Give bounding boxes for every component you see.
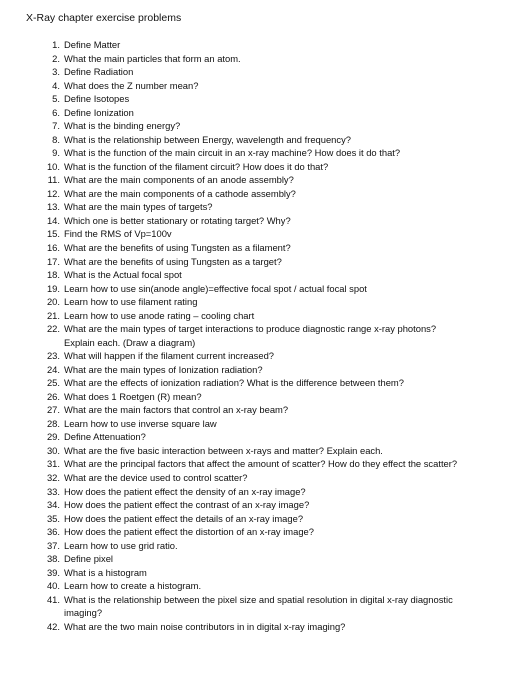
question-number: 34. bbox=[46, 499, 60, 511]
question-text: What is the binding energy? bbox=[64, 120, 181, 132]
question-item bbox=[0, 133, 508, 147]
question-number: 11. bbox=[47, 174, 60, 186]
question-text: What are the benefits of using Tungsten as a filament? bbox=[64, 241, 291, 253]
question-item bbox=[0, 430, 508, 444]
question-item bbox=[0, 200, 508, 214]
question-number: 17. bbox=[46, 255, 60, 267]
question-number: 29. bbox=[46, 431, 60, 443]
question-text: What are the benefits of using Tungsten as a target? bbox=[64, 255, 282, 267]
question-item bbox=[0, 485, 508, 499]
question-number: 13. bbox=[46, 201, 60, 213]
question-item bbox=[0, 363, 508, 377]
question-number: 37. bbox=[46, 539, 60, 551]
question-number: 21. bbox=[46, 309, 60, 321]
question-item bbox=[0, 498, 508, 512]
question-item bbox=[0, 214, 508, 228]
question-text: How does the patient effect the contrast of an x-ray image? bbox=[64, 499, 310, 511]
question-item bbox=[0, 322, 508, 349]
question-number: 24. bbox=[46, 363, 60, 375]
question-text: What is the function of the main circuit in an x-ray machine? How does it do that? bbox=[64, 147, 401, 159]
question-number: 8. bbox=[52, 133, 60, 145]
question-item bbox=[0, 552, 508, 566]
question-number: 10. bbox=[46, 160, 60, 172]
question-item bbox=[0, 525, 508, 539]
question-number: 2. bbox=[52, 52, 60, 64]
question-text: What are the main types of target interactions to produce diagnostic range x-ray photons? Explain each. (Draw a diagram) bbox=[64, 323, 437, 348]
question-text: What are the device used to control scatter? bbox=[64, 472, 248, 483]
question-text: Define Radiation bbox=[64, 66, 134, 78]
question-number: 38. bbox=[46, 553, 60, 565]
question-text: What are the five basic interaction between x-rays and matter? Explain each. bbox=[64, 444, 383, 456]
question-text: What is the relationship between the pixel size and spatial resolution in digital x-ray diagnostic imaging? bbox=[64, 593, 453, 619]
question-number: 28. bbox=[46, 417, 60, 429]
question-number: 40. bbox=[46, 580, 60, 592]
document-title: X-Ray chapter exercise problems bbox=[26, 12, 182, 24]
question-text: What the main particles that form an atom. bbox=[64, 52, 241, 64]
question-number: 35. bbox=[46, 512, 60, 524]
question-number: 42. bbox=[46, 620, 60, 632]
question-text: Learn how to use inverse square law bbox=[64, 417, 217, 429]
question-text: What does 1 Roetgen (R) mean? bbox=[64, 390, 202, 402]
question-text: How does the patient effect the density of an x-ray image? bbox=[64, 485, 306, 497]
question-item bbox=[0, 444, 508, 458]
question-number: 23. bbox=[46, 350, 60, 362]
question-number: 41. bbox=[46, 593, 60, 605]
question-number: 32. bbox=[46, 472, 60, 483]
question-item bbox=[0, 579, 508, 593]
question-text: What is a histogram bbox=[64, 566, 147, 578]
question-text: What does the Z number mean? bbox=[64, 79, 199, 91]
question-number: 6. bbox=[52, 106, 60, 118]
question-text: What are the effects of ionization radiation? What is the difference between them? bbox=[64, 377, 404, 389]
question-item bbox=[0, 539, 508, 553]
question-text: Define Matter bbox=[64, 39, 121, 50]
question-text: What are the main types of Ionization radiation? bbox=[64, 363, 263, 375]
question-item bbox=[0, 417, 508, 431]
question-number: 4. bbox=[52, 79, 60, 91]
question-item bbox=[0, 187, 508, 201]
question-item bbox=[0, 79, 508, 93]
question-item bbox=[0, 106, 508, 120]
question-text: Define Ionization bbox=[64, 106, 134, 118]
question-text: Learn how to use sin(anode angle)=effective focal spot / actual focal spot bbox=[64, 282, 367, 294]
question-item bbox=[0, 512, 508, 526]
question-item bbox=[0, 146, 508, 160]
question-item bbox=[0, 268, 508, 282]
question-text: Learn how to create a histogram. bbox=[64, 580, 202, 592]
question-text: How does the patient effect the distortion of an x-ray image? bbox=[64, 526, 314, 538]
question-text: What is the function of the filament circuit? How does it do that? bbox=[64, 160, 329, 172]
question-text: Define Isotopes bbox=[64, 93, 130, 105]
question-item bbox=[0, 173, 508, 187]
question-number: 12. bbox=[46, 187, 60, 199]
question-number: 20. bbox=[46, 296, 60, 308]
question-number: 18. bbox=[46, 269, 60, 281]
question-item bbox=[0, 309, 508, 323]
question-number: 36. bbox=[46, 526, 60, 538]
question-number: 16. bbox=[46, 241, 60, 253]
question-text: Find the RMS of Vp=100v bbox=[64, 228, 172, 240]
question-text: What are the principal factors that affect the amount of scatter? How do they effect the scatter? bbox=[64, 458, 458, 470]
question-text: Learn how to use filament rating bbox=[64, 296, 198, 308]
question-number: 22. bbox=[46, 323, 60, 335]
question-text: Which one is better stationary or rotating target? Why? bbox=[64, 214, 291, 226]
question-item bbox=[0, 227, 508, 241]
question-number: 9. bbox=[52, 147, 60, 159]
question-item bbox=[0, 349, 508, 363]
question-item bbox=[0, 241, 508, 255]
question-text: Learn how to use grid ratio. bbox=[64, 539, 178, 551]
question-number: 26. bbox=[46, 390, 60, 402]
question-item bbox=[0, 255, 508, 269]
question-text: What are the main types of targets? bbox=[64, 201, 213, 213]
question-item bbox=[0, 92, 508, 106]
question-number: 39. bbox=[46, 566, 60, 578]
question-text: What is the relationship between Energy, wavelength and frequency? bbox=[64, 133, 351, 145]
question-number: 25. bbox=[46, 377, 60, 389]
question-item bbox=[0, 620, 508, 634]
question-item bbox=[0, 403, 508, 417]
question-number: 14. bbox=[46, 214, 60, 226]
question-number: 15. bbox=[46, 228, 60, 240]
question-text: What are the main factors that control an x-ray beam? bbox=[64, 404, 289, 416]
question-item bbox=[0, 390, 508, 404]
question-list bbox=[0, 38, 508, 633]
question-number: 27. bbox=[46, 404, 60, 416]
question-item bbox=[0, 295, 508, 309]
question-text: Define Attenuation? bbox=[64, 431, 146, 443]
question-item bbox=[0, 160, 508, 174]
question-number: 5. bbox=[52, 93, 60, 105]
question-text: Define pixel bbox=[64, 553, 113, 565]
question-item bbox=[0, 566, 508, 580]
question-item bbox=[0, 471, 508, 485]
question-text: What are the two main noise contributors in in digital x-ray imaging? bbox=[64, 620, 346, 632]
question-text: How does the patient effect the details of an x-ray image? bbox=[64, 512, 304, 524]
question-item bbox=[0, 282, 508, 296]
question-item bbox=[0, 593, 508, 620]
question-number: 30. bbox=[46, 444, 60, 456]
question-item bbox=[0, 376, 508, 390]
question-text: What will happen if the filament current increased? bbox=[64, 350, 275, 362]
question-number: 3. bbox=[52, 66, 60, 78]
question-item bbox=[0, 457, 508, 471]
question-text: What are the main components of a cathode assembly? bbox=[64, 187, 296, 199]
question-number: 1. bbox=[52, 39, 60, 50]
question-number: 19. bbox=[46, 282, 60, 294]
question-text: Learn how to use anode rating – cooling chart bbox=[64, 309, 255, 321]
question-text: What is the Actual focal spot bbox=[64, 269, 182, 281]
question-number: 31. bbox=[46, 458, 60, 470]
question-item bbox=[0, 38, 508, 52]
question-item bbox=[0, 119, 508, 133]
question-item bbox=[0, 65, 508, 79]
question-item bbox=[0, 52, 508, 66]
question-number: 33. bbox=[46, 485, 60, 497]
question-number: 7. bbox=[52, 120, 60, 132]
question-text: What are the main components of an anode assembly? bbox=[64, 174, 294, 186]
